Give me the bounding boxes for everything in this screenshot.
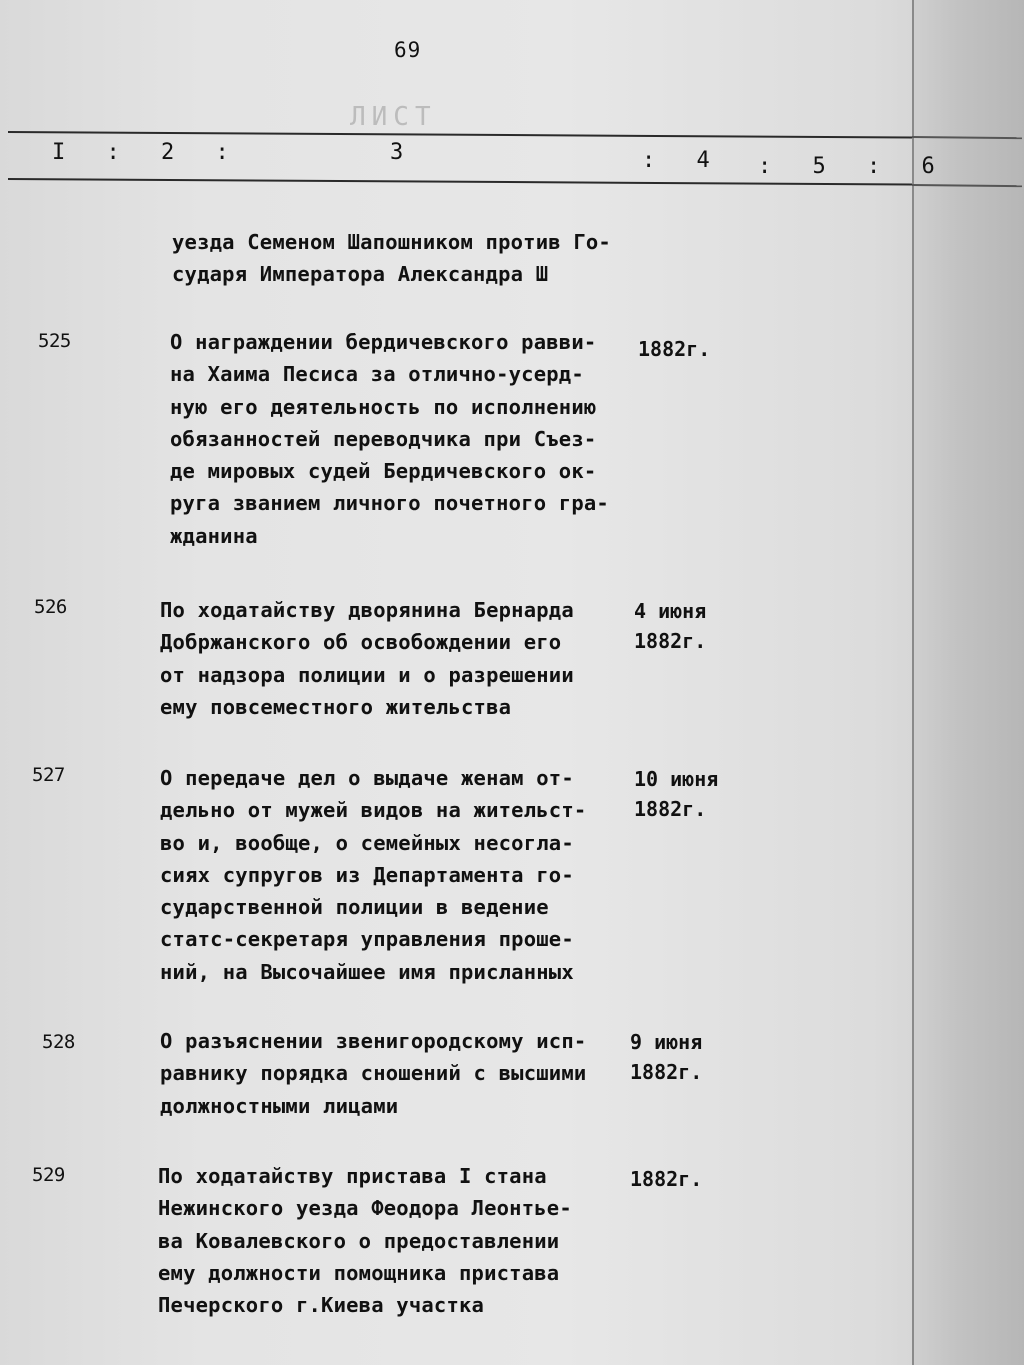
text-line: жданина [170, 523, 258, 548]
date-line: 1882г. [638, 337, 711, 361]
entry-description [160, 1025, 640, 1122]
text-line: сударственной полиции в ведение [160, 895, 549, 920]
next-page-edge [912, 0, 1024, 1365]
text-line: О награждении бердичевского равви- [170, 330, 597, 354]
header-top-rule [8, 131, 912, 139]
header-bottom-rule [8, 178, 912, 186]
text-line: О разъяснении звенигородскому исп- [160, 1029, 587, 1053]
entry-description [160, 594, 640, 723]
date-line: 10 июня [634, 767, 719, 791]
bleed-through-text: ЛИСТ [350, 102, 437, 132]
text-line: уезда Семеном Шапошником против Го- [172, 230, 611, 254]
text-line: равнику порядка сношений с высшими [160, 1061, 587, 1086]
text-line: О передаче дел о выдаче женам от- [160, 766, 574, 790]
date-line: 1882г. [630, 1167, 703, 1191]
entry-date [634, 596, 744, 656]
text-line: Добржанского об освобождении его [160, 630, 562, 655]
column-header-4: : 4 [642, 148, 724, 173]
text-line: ему повсеместного жительства [160, 694, 512, 719]
text-line: По ходатайству пристава I стана [158, 1164, 547, 1188]
text-line: Нежинского уезда Феодора Леонтье- [158, 1196, 572, 1221]
entry-number: 529 [32, 1164, 65, 1186]
text-line: статс-секретаря управления проше- [160, 927, 574, 952]
text-line: обязанностей переводчика при Съез- [170, 426, 597, 451]
entry-date [634, 764, 744, 824]
text-line: должностными лицами [160, 1093, 399, 1118]
text-line: дельно от мужей видов на жительст- [160, 798, 587, 823]
text-line: По ходатайству дворянина Бернарда [160, 598, 574, 622]
entry-description [158, 1160, 638, 1321]
entry-number: 525 [38, 330, 71, 352]
entry-date [630, 1164, 740, 1194]
date-line: 1882г. [634, 629, 707, 653]
date-line: 1882г. [634, 797, 707, 821]
text-line: ную его деятельность по исполнению [170, 394, 597, 419]
text-line: ний, на Высочайшее имя присланных [160, 959, 574, 984]
entry-number: 528 [42, 1031, 75, 1053]
entry-description [160, 762, 640, 988]
entry-description [170, 326, 650, 552]
entry-date [630, 1027, 740, 1087]
text-line: от надзора полиции и о разрешении [160, 662, 574, 687]
text-line: ему должности помощника пристава [158, 1260, 560, 1285]
continuation-text [172, 226, 652, 291]
text-line: ва Ковалевского о предоставлении [158, 1228, 560, 1253]
entry-date [638, 334, 748, 364]
text-line: во и, вообще, о семейных несогла- [160, 830, 574, 855]
column-header-3: 3 [390, 140, 418, 165]
text-line: руга званием личного почетного гра- [170, 491, 609, 516]
date-line: 1882г. [630, 1060, 703, 1084]
date-line: 9 июня [630, 1030, 703, 1054]
text-line: сударя Императора Александра Ш [172, 262, 549, 287]
date-line: 4 июня [634, 599, 707, 623]
text-line: Печерского г.Киева участка [158, 1293, 485, 1318]
text-line: де мировых судей Бердичевского ок- [170, 459, 597, 484]
entry-number: 527 [32, 764, 65, 786]
text-line: на Хаима Песиса за отлично-усерд- [170, 362, 584, 387]
column-header-5-6: : 5 : 6 [758, 154, 949, 179]
text-line: сиях супругов из Департамента го- [160, 862, 574, 887]
entry-number: 526 [34, 596, 67, 618]
column-header-1-2: I : 2 : [52, 140, 243, 165]
page-number: 69 [394, 38, 422, 62]
